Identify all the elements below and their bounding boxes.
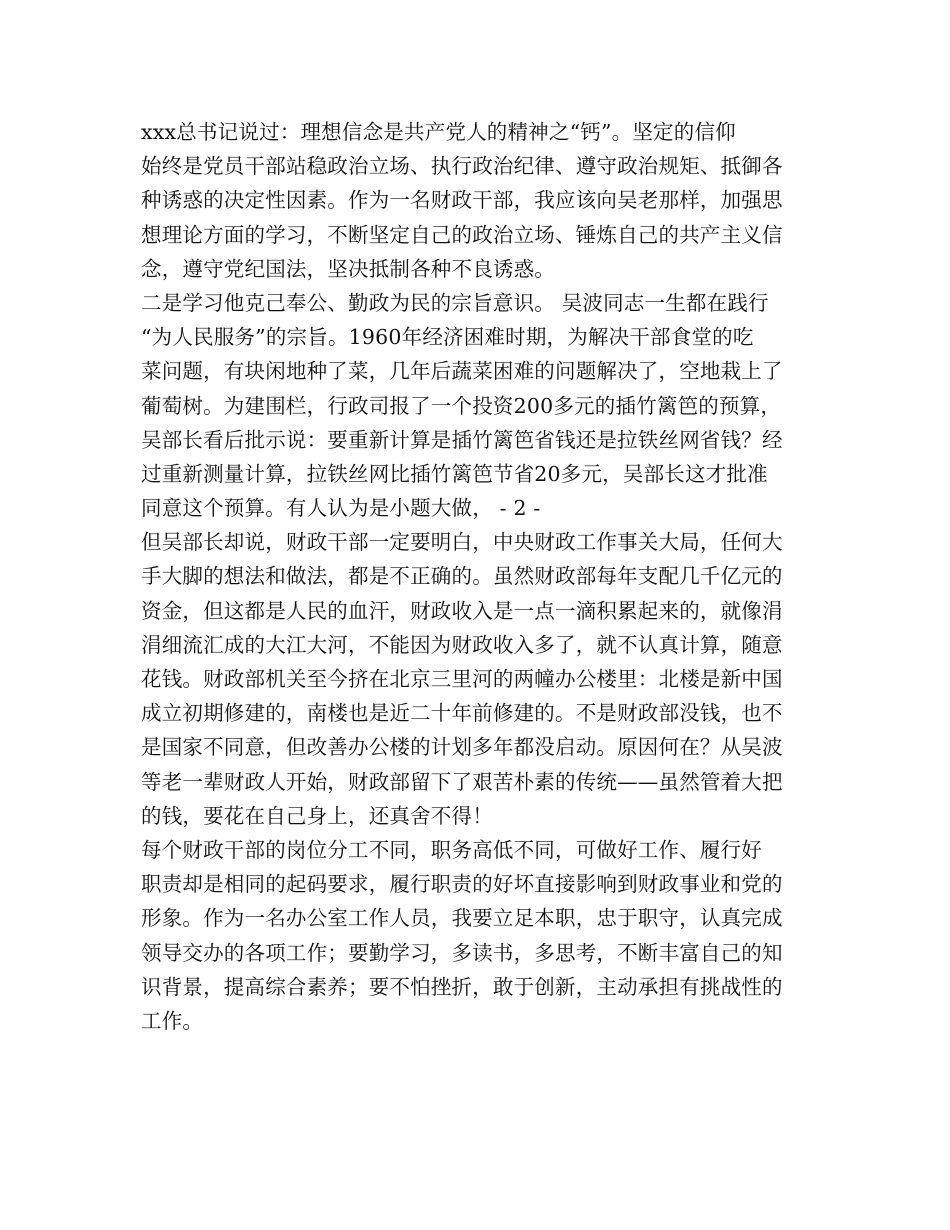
text-line: 葡萄树。为建围栏，行政司报了一个投资200多元的插竹篱笆的预算， (141, 393, 782, 418)
text-line: 职责却是相同的起码要求，履行职责的好坏直接影响到财政事业和党的 (141, 872, 783, 897)
text-line: 形象。作为一名办公室工作人员，我要立足本职，忠于职守，认真完成 (141, 906, 783, 931)
text-line: 吴部长看后批示说：要重新计算是插竹篱笆省钱还是拉铁丝网省钱？经 (141, 427, 783, 452)
text-line: 始终是党员干部站稳政治立场、执行政治纪律、遵守政治规矩、抵御各 (141, 154, 783, 179)
text-line: 涓细流汇成的大江大河，不能因为财政收入多了，就不认真计算，随意 (141, 632, 783, 657)
text-line: 的钱，要花在自己身上，还真舍不得！ (141, 803, 493, 828)
text-line: xxx总书记说过：理想信念是共产党人的精神之“钙”。坚定的信仰 (141, 120, 736, 144)
text-line: 识背景，提高综合素养；要不怕挫折，敢于创新，主动承担有挑战性的 (141, 974, 783, 999)
text-line: 手大脚的想法和做法，都是不正确的。虽然财政部每年支配几千亿元的 (141, 564, 783, 589)
text-line: “为人民服务”的宗旨。1960年经济困难时期，为解决干部食堂的吃 (141, 325, 754, 350)
text-line: 资金，但这都是人民的血汗，财政收入是一点一滴积累起来的，就像涓 (141, 598, 783, 623)
text-line: 种诱惑的决定性因素。作为一名财政干部，我应该向吴老那样，加强思 (141, 188, 783, 213)
text-line: 但吴部长却说，财政干部一定要明白，中央财政工作事关大局，任何大 (141, 530, 783, 555)
text-line-with-page-number: 同意这个预算。有人认为是小题大做， - 2 - (141, 496, 541, 521)
text-line: 想理论方面的学习，不断坚定自己的政治立场、锤炼自己的共产主义信 (141, 222, 783, 247)
text-line: 二是学习他克己奉公、勤政为民的宗旨意识。 吴波同志一生都在践行 (141, 290, 769, 315)
text-line: 菜问题，有块闲地种了菜，几年后蔬菜困难的问题解决了，空地栽上了 (141, 359, 783, 384)
text-line: 工作。 (141, 1008, 204, 1033)
text-line: 成立初期修建的，南楼也是近二十年前修建的。不是财政部没钱，也不 (141, 701, 783, 726)
text-line: 过重新测量计算，拉铁丝网比插竹篱笆节省20多元，吴部长这才批准 (141, 461, 768, 486)
text-line: 领导交办的各项工作；要勤学习，多读书，多思考，不断丰富自己的知 (141, 940, 783, 965)
text-line: 花钱。财政部机关至今挤在北京三里河的两幢办公楼里：北楼是新中国 (141, 667, 783, 691)
text-line: 等老一辈财政人开始，财政部留下了艰苦朴素的传统——虽然管着大把 (141, 769, 783, 794)
text-line: 是国家不同意，但改善办公楼的计划多年都没启动。原因何在？从吴波 (141, 735, 783, 760)
document-body (141, 115, 813, 1038)
text-line: 念，遵守党纪国法，坚决抵制各种不良诱惑。 (141, 256, 555, 281)
text-line: 每个财政干部的岗位分工不同，职务高低不同，可做好工作、履行好 (141, 837, 762, 862)
